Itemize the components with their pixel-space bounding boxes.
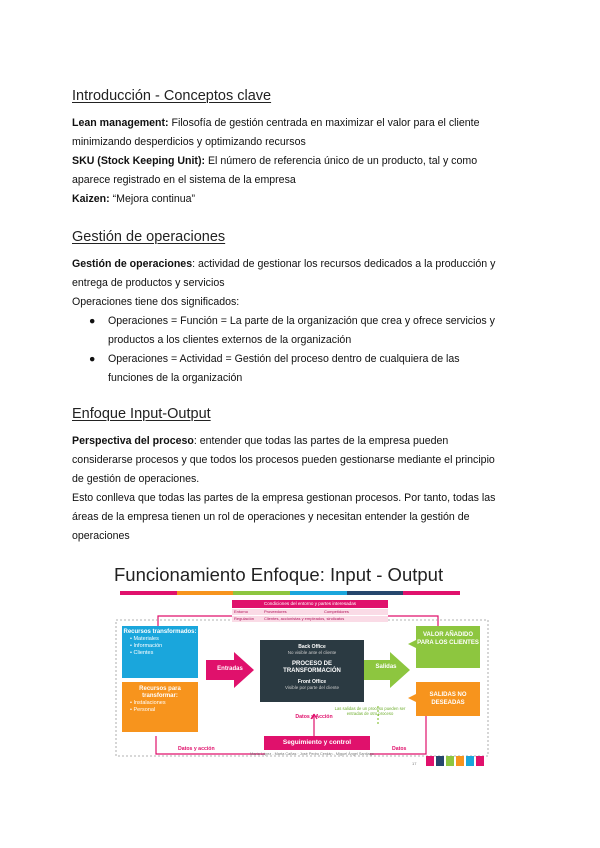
env-cell: Clientes, accionistas y empleados, sindicatos — [264, 616, 345, 621]
environment-header: Condiciones del entorno y partes interesadas — [232, 600, 388, 608]
proceso-box — [260, 640, 364, 702]
bullet-1-line-1: Operaciones = Función = La parte de la organización que crea y ofrece servicios y — [108, 315, 495, 327]
recursos-transformados-box — [122, 626, 198, 678]
figure-footer-authors: María López - Marta Cañas · José Pedro Cerdán - Miguel Ángel Santiago — [250, 752, 374, 756]
proceso-label: PROCESO DE TRANSFORMACIÓN — [283, 661, 341, 674]
environment-row-1 — [232, 609, 388, 615]
list-item — [72, 350, 526, 388]
rp-item: Personal — [133, 707, 156, 713]
environment-row-2 — [232, 616, 388, 622]
recursos-transformar-box — [122, 682, 198, 732]
lean-line-2: minimizando desperdicios y optimizando recursos — [72, 136, 306, 148]
env-cell: Regulación — [234, 616, 255, 621]
rt-item: Materiales — [133, 636, 159, 642]
sku-line-2: aparece registrado en el sistema de la empresa — [72, 174, 296, 186]
logo-icon — [426, 754, 486, 768]
valor-anadido-box: VALOR AÑADIDO PARA LOS CLIENTES — [416, 626, 480, 668]
salidas-label: Salidas — [375, 664, 397, 670]
rp-item: Instalaciones — [133, 700, 166, 706]
list-item: • Instalaciones — [130, 700, 166, 706]
list-item — [72, 312, 526, 350]
kaizen-line — [72, 190, 526, 209]
logo-text — [426, 768, 433, 769]
datos-accion-center: Datos y Acción — [295, 714, 333, 720]
gestion-line-1 — [72, 255, 526, 274]
enfoque-line-1 — [72, 432, 526, 451]
env-cell: Proveedores — [264, 609, 287, 614]
front-office-label: Front Office — [297, 679, 327, 685]
enfoque-line-2: considerarse procesos y que todos los procesos pueden gestionarse mediante el principio — [72, 454, 495, 466]
enfoque-line-5: áreas de la empresa tienen un rol de operaciones y necesitan entender la gestión de — [72, 511, 470, 523]
bullet-icon: ● — [89, 353, 96, 365]
seguimiento-control-box: Seguimiento y control — [264, 736, 370, 750]
env-cell: Entorno — [234, 609, 249, 614]
figure-title: Funcionamiento Enfoque: Input - Output — [114, 564, 444, 585]
bullet-2-line-2: funciones de la organización — [108, 372, 243, 384]
section-heading-intro: Introducción - Conceptos clave — [72, 88, 272, 104]
enfoque-def: : entender que todas las partes de la empresa pueden — [193, 435, 449, 447]
bullet-icon: ● — [89, 315, 96, 327]
gestion-paragraph — [72, 255, 526, 312]
sku-line-1 — [72, 152, 526, 171]
bullet-2-line-1: Operaciones = Actividad = Gestión del proceso dentro de cualquiera de las — [108, 353, 460, 365]
list-item: • Información — [130, 643, 163, 649]
list-item: • Personal — [130, 707, 156, 713]
lean-def: Filosofía de gestión centrada en maximizar el valor para el cliente — [171, 117, 480, 129]
rt-list — [122, 636, 198, 657]
sku-def: El número de referencia único de un producto, tal y como — [207, 155, 478, 167]
meanings-list — [72, 312, 526, 388]
enfoque-paragraph — [72, 432, 526, 546]
lean-term: Lean management: — [72, 117, 169, 129]
recursos-transformar-title: Recursos para transformar: — [139, 686, 181, 699]
gestion-line-2: entrega de productos y servicios — [72, 277, 225, 289]
recursos-transformados-title: Recursos transformados: — [123, 629, 197, 635]
back-office-sub: No visible ante el cliente — [287, 650, 337, 655]
green-note: Las salidas de un proceso pueden ser entradas de otro proceso — [334, 706, 406, 716]
kaizen-term: Kaizen: — [72, 193, 110, 205]
enfoque-term: Perspectiva del proceso — [72, 435, 194, 447]
rp-list — [122, 700, 198, 714]
figure-page-number: 17 — [412, 761, 417, 766]
list-item: • Materiales — [130, 636, 159, 642]
section-heading-gestion: Gestión de operaciones — [72, 229, 226, 245]
emprende-logo — [426, 754, 486, 768]
bullet-1-line-2: productos a los clientes externos de la organización — [108, 334, 352, 346]
section-heading-enfoque: Enfoque Input-Output — [72, 406, 211, 422]
gestion-term: Gestión de operaciones — [72, 258, 193, 270]
env-cell: Competidores — [324, 609, 349, 614]
gestion-def: : actividad de gestionar los recursos dedicados a la producción y — [192, 258, 496, 270]
intro-paragraph — [72, 114, 526, 209]
rt-item: Clientes — [133, 650, 154, 656]
enfoque-line-6: operaciones — [72, 530, 130, 542]
list-item: • Clientes — [130, 650, 154, 656]
salidas-no-deseadas-box: SALIDAS NO DESEADAS — [416, 682, 480, 716]
lean-line-1 — [72, 114, 526, 133]
front-office-sub: Visible por parte del cliente — [285, 685, 339, 690]
rt-item: Información — [133, 643, 163, 649]
kaizen-def: “Mejora continua” — [112, 193, 196, 205]
enfoque-line-4: Esto conlleva que todas las partes de la empresa gestionan procesos. Por tanto, todas las — [72, 492, 496, 504]
datos-right: Datos — [392, 746, 407, 752]
datos-accion-left: Datos y acción — [178, 746, 215, 752]
enfoque-line-3: de gestión de operaciones. — [72, 473, 200, 485]
back-office-label: Back Office — [298, 644, 326, 650]
entradas-label: Entradas — [217, 666, 243, 672]
meanings-line: Operaciones tiene dos significados: — [72, 296, 240, 308]
input-output-figure — [108, 564, 492, 778]
sku-term: SKU (Stock Keeping Unit): — [72, 155, 206, 167]
